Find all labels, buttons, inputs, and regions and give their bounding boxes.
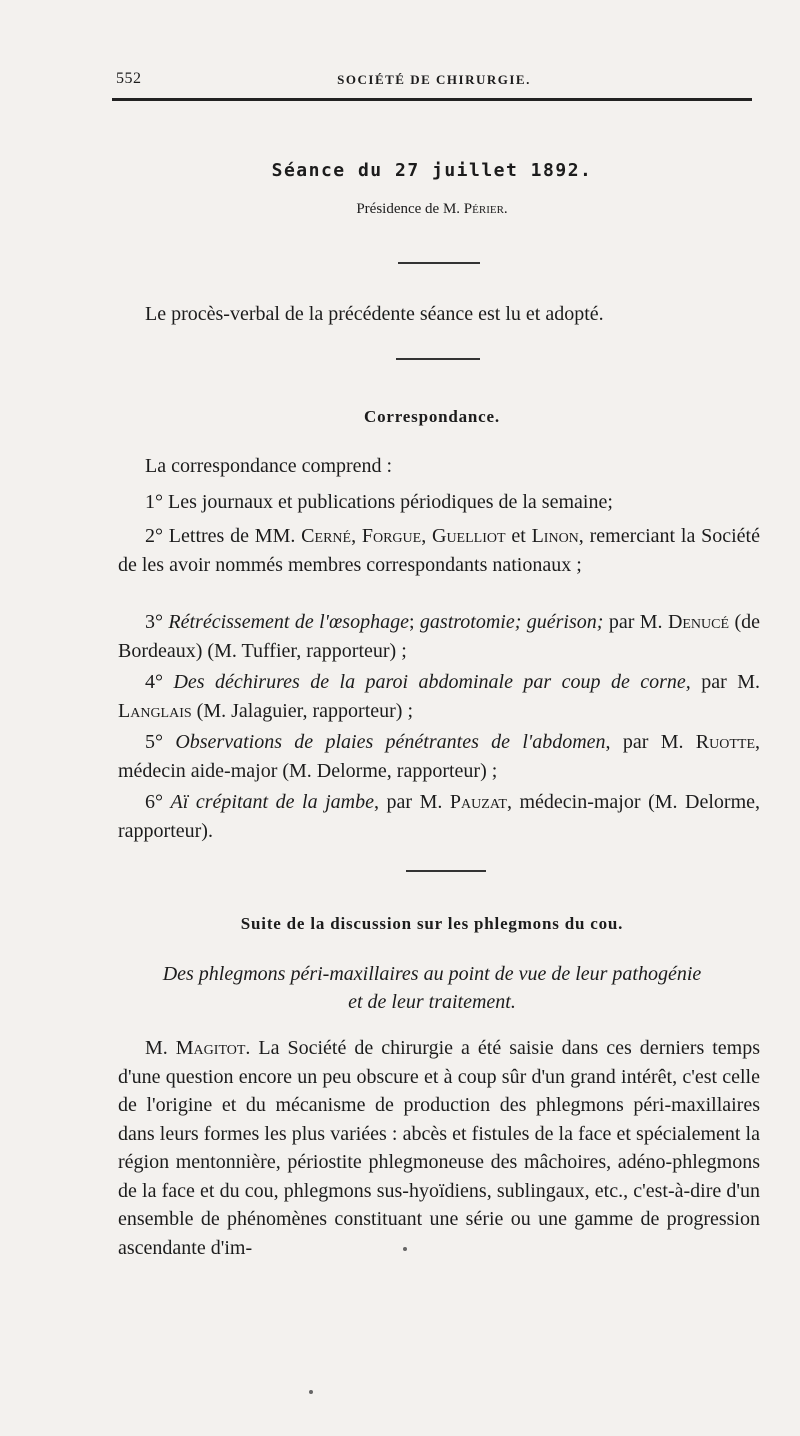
item3-sep: ;	[408, 611, 420, 633]
speaker-name: M. Magitot.	[145, 1037, 251, 1059]
item2-name-last: Linon	[531, 525, 579, 547]
header-rule	[112, 98, 752, 101]
separator-rule	[398, 262, 480, 264]
item3-title: Rétrécissement de l'œsophage	[168, 611, 409, 633]
presidence-prefix: Présidence de M.	[356, 201, 464, 217]
discussion-heading: Suite de la discussion sur les phlegmons du cou.	[240, 914, 624, 933]
running-title: SOCIÉTÉ DE CHIRURGIE.	[337, 72, 531, 87]
discussion-subtitle	[112, 960, 752, 1016]
item5-num: 5°	[145, 731, 176, 753]
page-header	[116, 70, 752, 92]
item4-par: par M.	[690, 671, 761, 693]
separator-rule	[396, 358, 480, 360]
correspondance-item-5	[118, 728, 760, 785]
correspondance-item-6	[118, 788, 760, 845]
ink-speck	[403, 1247, 407, 1251]
item3-author: Denucé	[667, 611, 730, 633]
correspondance-intro: La correspondance comprend :	[145, 455, 393, 477]
item2-names: Cerné, Forgue, Guelliot	[301, 525, 506, 547]
item6-num: 6°	[145, 791, 171, 813]
subtitle-line-2: et de leur traitement.	[348, 991, 516, 1013]
item2-post: , remerciant la Société de les avoir nommés membres correspondants nationaux ;	[118, 525, 760, 576]
correspondance-item-1: 1° Les journaux et publications périodiques de la semaine;	[145, 491, 613, 513]
correspondance-item-4	[118, 668, 760, 725]
page-number: 552	[116, 70, 142, 87]
item4-title: Des déchirures de la paroi abdominale par coup de corne,	[173, 671, 691, 693]
item5-title: Observations de plaies pénétrantes de l'abdomen	[175, 731, 606, 753]
correspondance-item-2	[118, 522, 760, 579]
presidence-line	[112, 201, 752, 218]
item5-par: , par M.	[605, 731, 696, 753]
session-title: Séance du 27 juillet 1892.	[271, 160, 593, 181]
correspondance-item-3	[118, 608, 760, 665]
item4-post: (M. Jalaguier, rapporteur) ;	[191, 699, 414, 722]
ink-speck	[309, 1390, 313, 1394]
item4-num: 4°	[145, 671, 174, 693]
item3-num: 3°	[145, 611, 169, 633]
item6-author: Pauzat	[449, 791, 507, 813]
item6-post: , médecin-major (M. Delorme, rapporteur).	[118, 791, 761, 842]
item3-par: par M.	[603, 611, 668, 633]
separator-rule	[406, 870, 486, 872]
correspondance-heading: Correspondance.	[364, 407, 500, 426]
speaker-text: La Société de chirurgie a été saisie dans ces derniers temps d'une question encore un peu obscure et à coup sûr d'un grand intérêt, c'est celle de l'origine et du mécanisme de production des phlegmons péri-maxillaires dans leurs formes les plus variées : abcès et fistules de la face et spécialement la région mentonnière, périostite phlegmoneuse des mâchoires, adéno-phlegmons de la face et du cou, phlegmons sus-hyoïdiens, sublingaux, etc., c'est-à-dire d'un ensemble de phénomènes constituant une série ou une gamme de progression ascendante d'im-	[118, 1037, 760, 1259]
item2-mid: et	[505, 525, 532, 547]
subtitle-line-1: Des phlegmons péri-maxillaires au point de vue de leur pathogénie	[162, 963, 702, 985]
item2-pre: 2° Lettres de MM.	[145, 525, 302, 547]
item3-title2: gastrotomie; guérison;	[419, 611, 604, 633]
item4-author: Langlais	[118, 699, 192, 722]
item5-author: Ruotte	[695, 731, 756, 753]
item3-post: (de Bordeaux) (M. Tuffier, rapporteur) ;	[118, 611, 760, 662]
president-name: Périer.	[463, 201, 508, 217]
magitot-paragraph	[118, 1034, 760, 1262]
item6-par: , par M.	[373, 791, 450, 813]
minutes-paragraph: Le procès-verbal de la précédente séance est lu et adopté.	[145, 303, 604, 325]
item5-post: , médecin aide-major (M. Delorme, rapporteur) ;	[118, 731, 761, 782]
item6-title: Aï crépitant de la jambe	[170, 791, 374, 813]
